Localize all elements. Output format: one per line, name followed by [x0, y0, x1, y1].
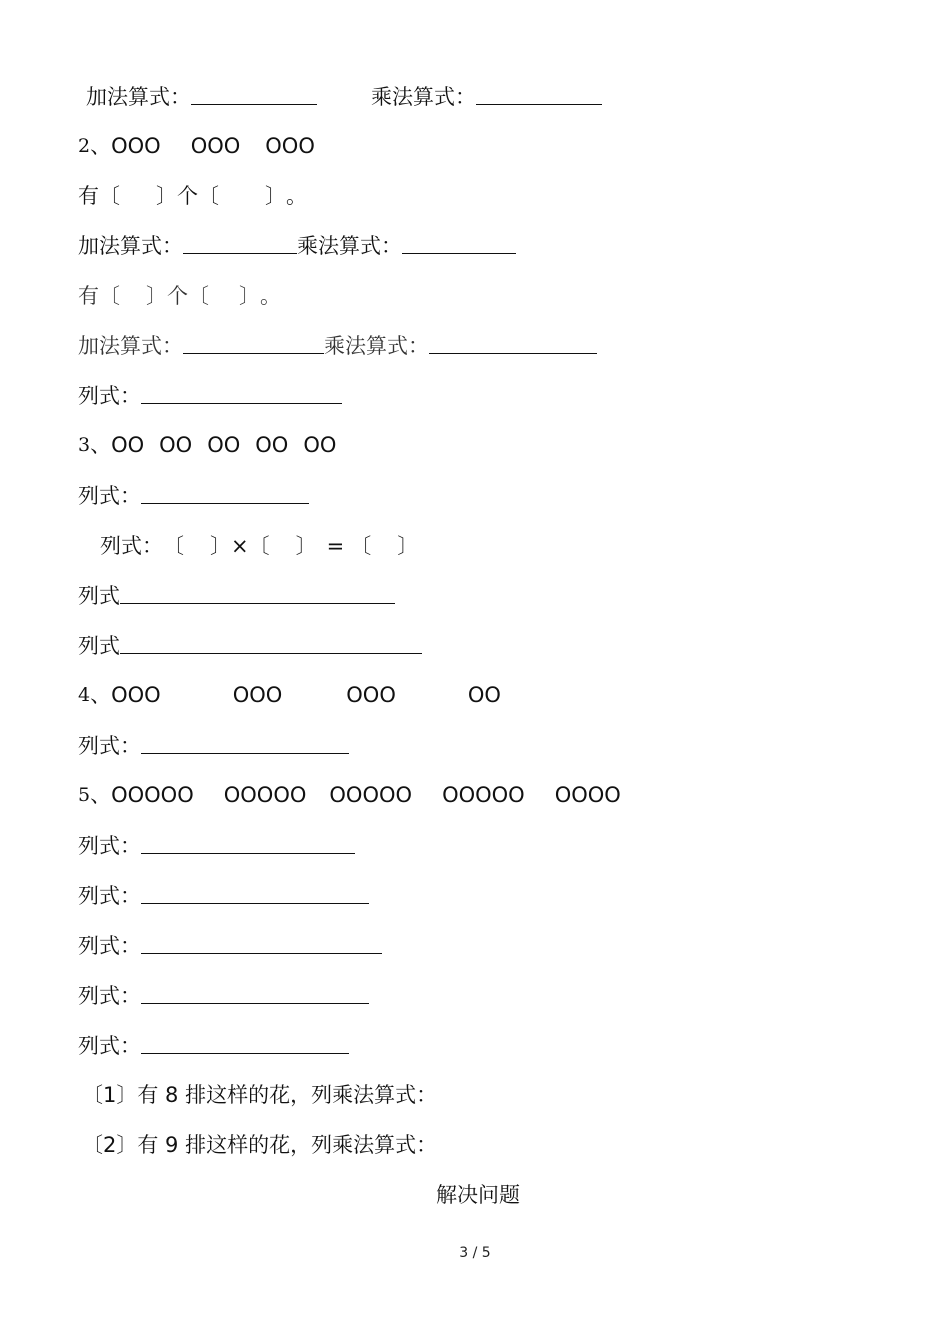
answer-blank[interactable] [120, 581, 395, 604]
sub-question-2 [82, 1130, 437, 1160]
add-formula-label: 加法算式： [78, 234, 183, 258]
formula-label: 列式： [78, 834, 141, 858]
ge-label: 个 [177, 184, 198, 208]
circle-group: OOO [190, 134, 241, 158]
formula-label: 列式： [78, 484, 141, 508]
circle-group: OOO [111, 683, 161, 707]
bracket-close: 〕 [397, 534, 419, 558]
row-formula [78, 631, 422, 661]
question-number: 5 [78, 784, 91, 806]
circle-group: OO [159, 433, 193, 457]
page-number: 3 / 5 [459, 1245, 491, 1261]
question-number: 3 [78, 434, 91, 456]
circle-group: OOOO [554, 783, 621, 807]
answer-blank[interactable] [141, 381, 342, 404]
ge-label: 个 [167, 284, 188, 308]
row-formula [78, 931, 382, 961]
row-formula [78, 481, 309, 511]
circle-group: OOOOO [223, 783, 307, 807]
answer-blank[interactable] [141, 1031, 349, 1054]
circle-group: OOO [111, 134, 161, 158]
circle-group: OOO [232, 683, 283, 707]
mul-formula-label: 乘法算式： [371, 85, 476, 109]
answer-blank[interactable] [120, 631, 422, 654]
add-formula-label: 加法算式： [78, 334, 183, 358]
bracket-open: 〔 [163, 534, 184, 558]
question-2 [78, 131, 315, 161]
answer-blank[interactable] [476, 82, 602, 105]
section-title: 解决问题 [436, 1183, 520, 1207]
has-label: 有 [78, 184, 99, 208]
period: 。 [260, 284, 281, 308]
circle-group: OO [207, 433, 241, 457]
row-add-mul-3 [78, 331, 597, 361]
answer-blank[interactable] [402, 231, 516, 254]
bracket-close: 〕 [146, 284, 167, 308]
row-add-mul-1 [86, 82, 602, 112]
answer-blank[interactable] [183, 331, 324, 354]
equals-sign: = [326, 534, 345, 558]
enum-comma: 、 [90, 683, 112, 707]
bracket-open: 〔 [99, 284, 120, 308]
bracket-close: 〕 [295, 534, 317, 558]
question-5 [78, 780, 621, 810]
sub-question-text: 〔2〕有 9 排这样的花，列乘法算式： [82, 1133, 438, 1157]
answer-blank[interactable] [429, 331, 597, 354]
enum-comma: 、 [90, 433, 112, 457]
bracket-close: 〕 [156, 184, 177, 208]
sub-question-text: 〔1〕有 8 排这样的花，列乘法算式： [82, 1083, 438, 1107]
add-formula-label: 加法算式： [86, 85, 191, 109]
row-formula [78, 831, 355, 861]
row-formula [78, 381, 342, 411]
circle-group: OOOOO [442, 783, 525, 807]
mul-formula-label: 乘法算式： [297, 234, 402, 258]
circle-group: OOO [346, 683, 396, 707]
circle-group: OO [111, 433, 145, 457]
formula-label: 列式： [78, 934, 141, 958]
period: 。 [286, 184, 307, 208]
bracket-open: 〔 [248, 534, 270, 558]
row-formula [78, 881, 369, 911]
mul-formula-label: 乘法算式： [324, 334, 429, 358]
enum-comma: 、 [90, 134, 112, 158]
row-formula [78, 981, 369, 1011]
bracket-open: 〔 [198, 184, 219, 208]
formula-label: 列式： [78, 1034, 141, 1058]
row-bracket-formula [100, 531, 418, 561]
question-4 [78, 680, 501, 710]
answer-blank[interactable] [141, 981, 369, 1004]
times-sign: × [231, 534, 249, 558]
answer-blank[interactable] [141, 831, 355, 854]
sub-question-1 [82, 1080, 437, 1110]
formula-label: 列式： [78, 384, 141, 408]
bracket-close: 〕 [265, 184, 286, 208]
answer-blank[interactable] [183, 231, 297, 254]
answer-blank[interactable] [141, 881, 369, 904]
circle-group: OOOOO [329, 783, 413, 807]
row-formula [78, 731, 349, 761]
answer-blank[interactable] [141, 731, 349, 754]
bracket-open: 〔 [350, 534, 372, 558]
question-number: 2 [78, 135, 91, 157]
answer-blank[interactable] [191, 82, 317, 105]
bracket-open: 〔 [99, 184, 120, 208]
formula-label: 列式： [78, 884, 141, 908]
has-label: 有 [78, 284, 99, 308]
circle-group: OO [255, 433, 289, 457]
circle-group: OO [467, 683, 501, 707]
circle-group: OO [303, 433, 337, 457]
circle-group: OOO [265, 134, 315, 158]
formula-label: 列式： [100, 534, 163, 558]
circle-group: OOOOO [111, 783, 194, 807]
bracket-close: 〕 [239, 284, 260, 308]
row-has-groups-1 [78, 181, 307, 211]
bracket-open: 〔 [188, 284, 209, 308]
formula-label: 列式 [78, 584, 120, 608]
row-formula [78, 1031, 349, 1061]
enum-comma: 、 [90, 783, 112, 807]
formula-label: 列式 [78, 634, 120, 658]
bracket-close: 〕 [210, 534, 231, 558]
answer-blank[interactable] [141, 481, 309, 504]
question-number: 4 [78, 684, 91, 706]
row-formula [78, 581, 395, 611]
row-has-groups-2 [78, 281, 281, 311]
formula-label: 列式： [78, 734, 141, 758]
question-3 [78, 430, 336, 460]
row-add-mul-2 [78, 231, 516, 261]
formula-label: 列式： [78, 984, 141, 1008]
answer-blank[interactable] [141, 931, 382, 954]
